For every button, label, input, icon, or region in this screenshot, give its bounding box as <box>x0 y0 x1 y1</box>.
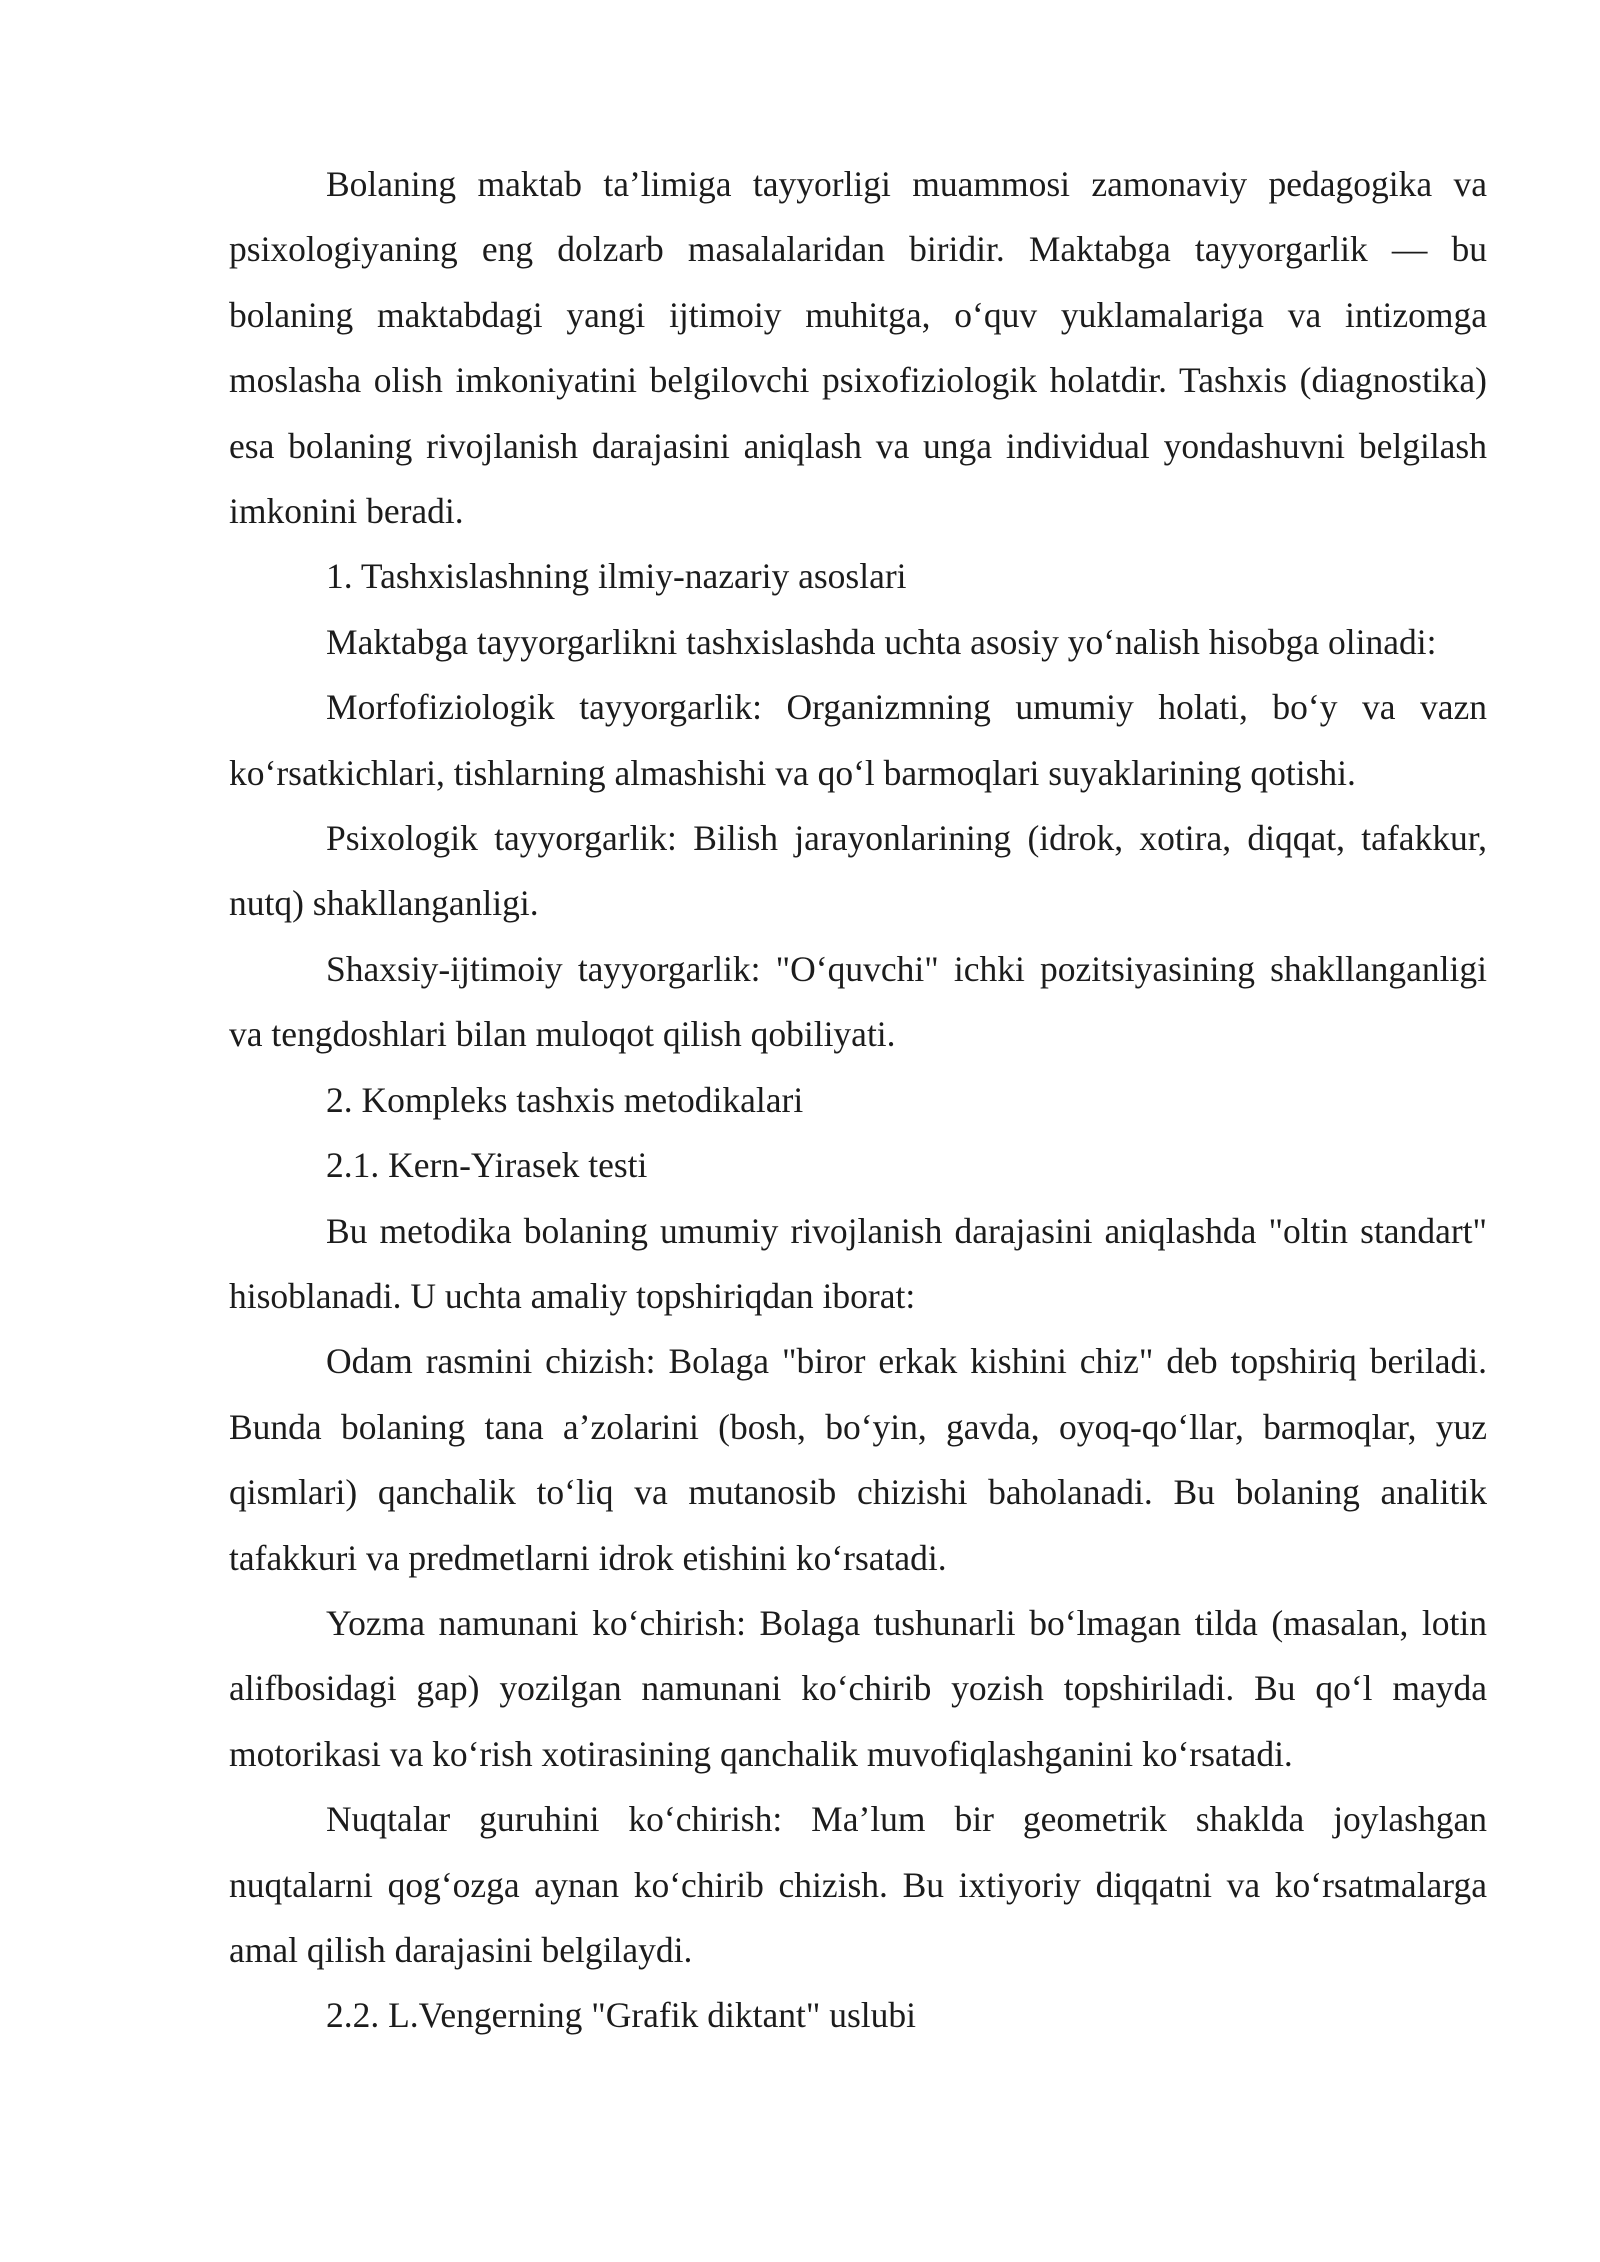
subsection-heading-2-1: 2.1. Kern-Yirasek testi <box>326 1145 648 1186</box>
body-paragraph: Odam rasmini chizish: Bolaga "biror erkak kishini chiz" deb topshiriq beriladi. Bunda bolaning tana a’zolarini (bosh, bo‘yin, gavda, oyoq-qo‘llar, barmoqlar, yuz qismlari) qanchalik to‘liq va mutanosib chizishi baholanadi. Bu bolaning analitik tafakkuri va predmetlarni idrok etishini ko‘rsatadi. <box>229 1341 1487 1578</box>
body-paragraph: Maktabga tayyorgarlikni tashxislashda uchta asosiy yo‘nalish hisobga olinadi: <box>326 621 1437 662</box>
subsection-heading-2-2: 2.2. L.Vengerning "Grafik diktant" uslubi <box>326 1995 916 2036</box>
body-paragraph: Psixologik tayyorgarlik: Bilish jarayonlarining (idrok, xotira, diqqat, tafakkur, nutq) shakllanganligi. <box>229 818 1487 924</box>
body-paragraph: Shaxsiy-ijtimoiy tayyorgarlik: "O‘quvchi" ichki pozitsiyasining shakllanganligi va tengdoshlari bilan muloqot qilish qobiliyati. <box>229 948 1487 1055</box>
document-body <box>229 152 1487 2049</box>
body-paragraph: Nuqtalar guruhini ko‘chirish: Ma’lum bir geometrik shaklda joylashgan nuqtalarni qog‘ozga aynan ko‘chirib chizish. Bu ixtiyoriy diqqatni va ko‘rsatmalarga amal qilish darajasini belgilaydi. <box>229 1799 1487 1970</box>
section-heading-2: 2. Kompleks tashxis metodikalari <box>326 1079 804 1120</box>
section-heading-1: 1. Tashxislashning ilmiy-nazariy asoslari <box>326 556 907 597</box>
intro-paragraph: Bolaning maktab ta’limiga tayyorligi muammosi zamonaviy pedagogika va psixologiyaning eng dolzarb masalalaridan biridir. Maktabga tayyorgarlik — bu bolaning maktabdagi yangi ijtimoiy muhitga, o‘quv yuklamalariga va intizomga moslasha olish imkoniyatini belgilovchi psixofiziologik holatdir. Tashxis (diagnostika) esa bolaning rivojlanish darajasini aniqlash va unga individual yondashuvni belgilash imkonini beradi. <box>229 164 1487 532</box>
body-paragraph: Bu metodika bolaning umumiy rivojlanish darajasini aniqlashda "oltin standart" hisoblanadi. U uchta amaliy topshiriqdan iborat: <box>229 1210 1487 1316</box>
body-paragraph: Morfofiziologik tayyorgarlik: Organizmning umumiy holati, bo‘y va vazn ko‘rsatkichlari, tishlarning almashishi va qo‘l barmoqlari suyaklarining qotishi. <box>229 687 1487 793</box>
body-paragraph: Yozma namunani ko‘chirish: Bolaga tushunarli bo‘lmagan tilda (masalan, lotin alifbosidagi gap) yozilgan namunani ko‘chirib yozish topshiriladi. Bu qo‘l mayda motorikasi va ko‘rish xotirasining qanchalik muvofiqlashganini ko‘rsatadi. <box>229 1602 1487 1774</box>
